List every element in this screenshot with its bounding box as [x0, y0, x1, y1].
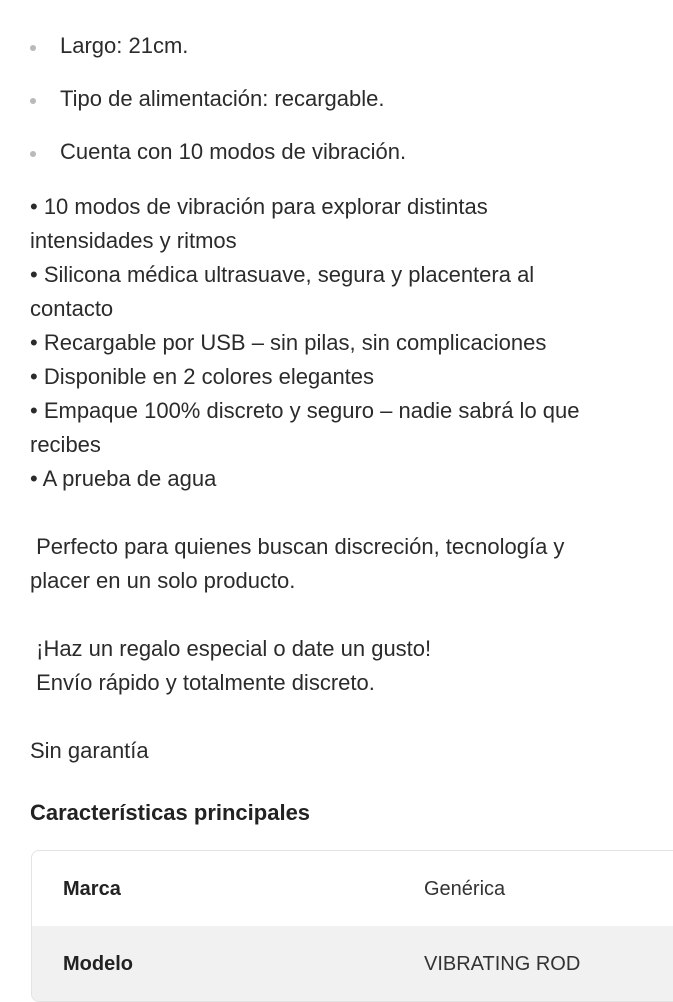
- description-line: intensidades y ritmos: [30, 228, 237, 253]
- table-row: [32, 926, 673, 1001]
- description-line: contacto: [30, 296, 114, 321]
- list-item: [0, 123, 673, 163]
- specs-table: [31, 850, 673, 1002]
- description-line: • Silicona médica ultrasuave, segura y placentera al: [30, 262, 535, 287]
- description-line: • 10 modos de vibración para explorar distintas: [30, 194, 488, 219]
- shipping-text-line: Envío rápido y totalmente discreto.: [30, 670, 375, 695]
- description-line: • Disponible en 2 colores elegantes: [30, 364, 375, 389]
- spec-value: VIBRATING ROD: [424, 953, 581, 975]
- list-item: [0, 17, 673, 57]
- list-item: [0, 70, 673, 110]
- description-line: • Recargable por USB – sin pilas, sin complicaciones: [30, 330, 547, 355]
- description-line: recibes: [30, 432, 101, 457]
- perfect-text-line: placer en un solo producto.: [30, 568, 296, 593]
- bullet-text: Largo: 21cm.: [60, 33, 189, 58]
- bullet-text: Tipo de alimentación: recargable.: [60, 86, 385, 111]
- bullet-icon: [30, 98, 36, 104]
- spec-value: Genérica: [424, 878, 506, 900]
- spec-key: Marca: [63, 878, 121, 900]
- specs-section-title: Características principales: [30, 800, 311, 825]
- description-line: • Empaque 100% discreto y seguro – nadie sabrá lo que: [30, 398, 580, 423]
- bullet-icon: [30, 151, 36, 157]
- product-description: [30, 190, 673, 768]
- warranty-text: Sin garantía: [30, 738, 149, 763]
- bullet-icon: [30, 45, 36, 51]
- gift-text-line: ¡Haz un regalo especial o date un gusto!: [30, 636, 432, 661]
- description-line: • A prueba de agua: [30, 466, 217, 491]
- perfect-text-line: Perfecto para quienes buscan discreción, tecnología y: [30, 534, 565, 559]
- table-row: [32, 851, 673, 926]
- spec-key: Modelo: [63, 953, 133, 975]
- bullet-text: Cuenta con 10 modos de vibración.: [60, 139, 407, 164]
